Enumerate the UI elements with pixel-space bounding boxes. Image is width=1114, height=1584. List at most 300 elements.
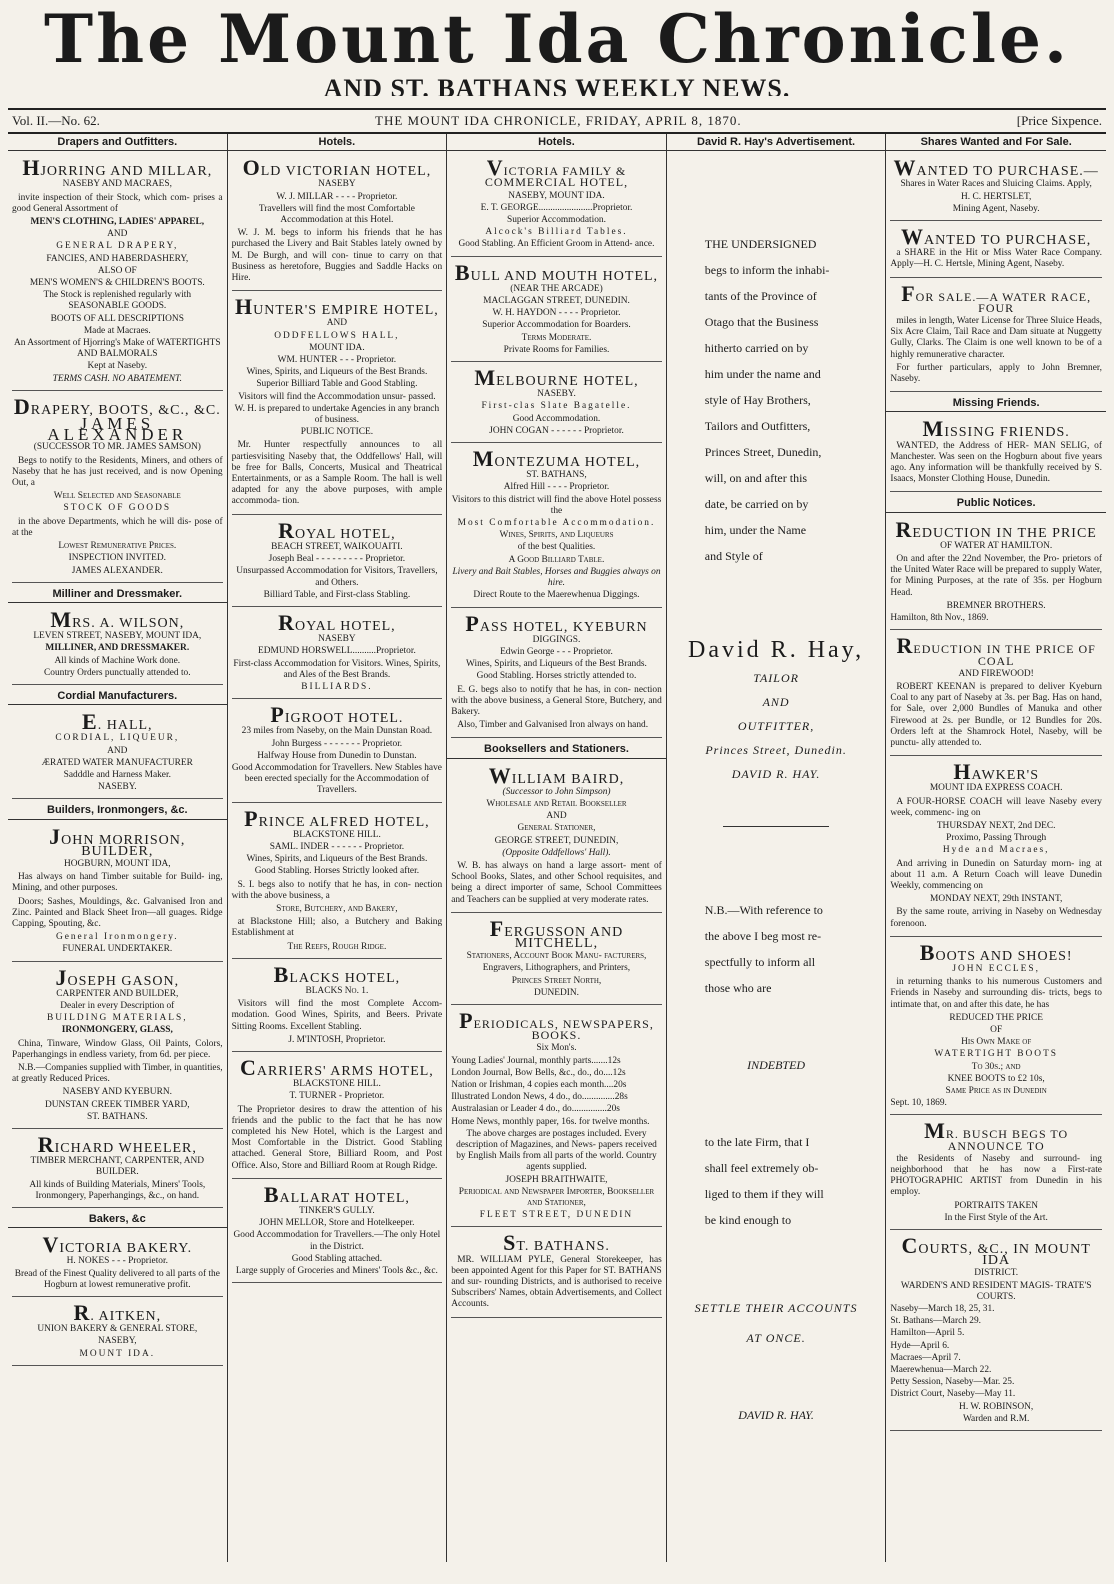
ad-line: AND — [107, 229, 128, 240]
hay-line: N.B.—With reference to — [704, 903, 823, 918]
ad-line: BLACKSTONE HILL. — [292, 829, 381, 840]
ad-line: Wines, Spirits, and Liqueurs of the Best Brands. — [466, 659, 647, 670]
ad-line: Has always on hand Timber suitable for Build- ing, Mining, and other purposes. — [12, 872, 223, 894]
ad-line: ST. BATHANS. — [87, 1111, 148, 1122]
ad-line: ODDFELLOWS HALL, — [274, 330, 400, 341]
ad-line: Visitors will find the Accommodation unsur- passed. — [238, 391, 436, 402]
newspaper-subtitle: AND ST. BATHANS WEEKLY NEWS. — [323, 74, 791, 96]
drop-cap: R — [37, 1132, 55, 1158]
hay-advertisement — [671, 155, 882, 1427]
drop-cap: F — [489, 915, 505, 941]
advertisement — [12, 1232, 223, 1297]
ad-line: N.B.—Companies supplied with Timber, in quantities, at greatly Reduced Prices. — [12, 1063, 223, 1085]
ad-line: NASEBY — [318, 634, 356, 645]
ad-line: H. W. ROBINSON, — [959, 1401, 1034, 1412]
ad-line: invite inspection of their Stock, which com- prises a good General Assortment of — [12, 192, 223, 214]
hay-indebted: INDEBTED — [747, 1058, 806, 1073]
ad-line: LEVEN STREET, NASEBY, MOUNT IDA, — [33, 631, 202, 642]
hay-line: be kind enough to — [704, 1213, 792, 1228]
ad-line: IRONMONGERY, GLASS, — [61, 1025, 173, 1036]
ad-heading: RICHARD WHEELER, — [37, 1132, 197, 1158]
hay-line: AND — [762, 695, 790, 710]
ad-line: AND — [107, 745, 128, 756]
hay-line: Princes Street, Dunedin. — [705, 743, 847, 758]
ad-line: An Assortment of Hjorring's Make of WATERTIGHTS AND BALMORALS — [13, 338, 221, 360]
ad-line: NASEBY AND MACRAES, — [62, 179, 172, 190]
section-header: Public Notices. — [886, 495, 1106, 512]
ad-line: Superior Accommodation for Boarders. — [482, 320, 631, 331]
section-header: Missing Friends. — [886, 395, 1106, 412]
hay-line: style of Hay Brothers, — [704, 393, 811, 408]
ad-line: The above charges are postages included. Every description of Magazines, and News- papers received by English Mails from all parts of the world. Country agents supplied. — [456, 1128, 657, 1173]
advertisement — [12, 1132, 223, 1208]
ad-heading: FERGUSSON AND MITCHELL, — [489, 915, 624, 951]
hay-line: will, on and after this — [704, 471, 808, 486]
hay-line: SETTLE THEIR ACCOUNTS — [694, 1301, 858, 1316]
ad-line: Alfred Hill - - - - Proprietor. — [503, 482, 610, 493]
ad-line: KNEE BOOTS to £2 10s, — [947, 1073, 1045, 1084]
ad-line: Australasian or Leader 4 do., do...............20s — [451, 1104, 620, 1115]
ad-line: Nation or Irishman, 4 copies each month....20s — [451, 1080, 627, 1090]
ad-line: NASEBY AND KYEBURN. — [62, 1087, 172, 1098]
advertisement — [451, 611, 662, 739]
ad-line: at Blackstone Hill; also, a Butchery and Baking Establishment at — [231, 917, 443, 939]
hay-line: those who are — [704, 981, 772, 996]
ad-line: DUNEDIN. — [533, 987, 579, 998]
ad-heading: JOSEPH GASON, — [55, 964, 180, 990]
ad-line: NASEBY. — [97, 782, 137, 793]
ad-line: Joseph Beal - - - - - - - - - Proprietor. — [268, 554, 406, 565]
ad-line: FUNERAL UNDERTAKER. — [62, 944, 173, 955]
dateline-bar — [8, 108, 1106, 134]
ad-heading: CARRIERS' ARMS HOTEL, — [239, 1055, 434, 1080]
ad-line: Bread of the Finest Quality delivered to all parts of the Hogburn at lowest remunerative profit. — [14, 1268, 220, 1290]
price: [Price Sixpence. — [1016, 113, 1102, 128]
ad-heading: OLD VICTORIAN HOTEL, — [242, 155, 432, 181]
ad-line: Young Ladies' Journal, monthly parts.......12s — [451, 1055, 621, 1066]
hay-line: spectfully to inform all — [704, 955, 816, 970]
ad-line: Store, Butchery, and Bakery, — [276, 903, 398, 914]
ad-line: MILLINER, AND DRESSMAKER. — [45, 643, 190, 654]
ad-line: Wholesale and Retail Bookseller — [486, 798, 627, 809]
ad-line: NASEBY, — [97, 1336, 137, 1347]
ad-line: BUILDING MATERIALS, — [46, 1013, 188, 1024]
drop-cap: M — [474, 365, 497, 391]
ad-heading: MISSING FRIENDS. — [922, 416, 1070, 442]
ad-line: OF — [990, 1024, 1003, 1035]
ad-line: Kept at Naseby. — [87, 361, 148, 372]
hay-notice-text — [671, 231, 882, 569]
ad-line: T. TURNER - Proprietor. — [289, 1091, 385, 1102]
ad-line: W. H. is prepared to undertake Agencies in any branch of business. — [234, 403, 440, 426]
hay-line: him, under the Name — [704, 523, 807, 538]
ad-heading: WANTED TO PURCHASE, — [901, 224, 1092, 250]
ad-line: Doors; Sashes, Mouldings, &c. Galvanised Iron and Zinc. Painted and Black Sheet Iron—all guages. Ridge Capping, Spouting, &c. — [12, 896, 223, 929]
ad-line: Private Rooms for Families. — [503, 344, 610, 355]
hay-trade-lines — [671, 666, 882, 786]
advertisement — [232, 1055, 443, 1179]
ad-line: Made at Macraes. — [83, 325, 151, 336]
ad-line: J. M'INTOSH, Proprietor. — [288, 1034, 386, 1045]
ad-line: TERMS CASH. NO ABATEMENT. — [52, 373, 182, 384]
ad-line: Six Mon's. — [536, 1043, 577, 1054]
hay-line: THE UNDERSIGNED — [704, 237, 817, 252]
hay-line: liged to them if they will — [704, 1187, 824, 1202]
ad-heading: ST. BATHANS. — [503, 1230, 610, 1256]
advertisement — [232, 610, 443, 699]
ad-line: Visitors will find the most Complete Accom- modation. Good Wines, Spirits, and Beers. Private Sitting Rooms. Excellent Stabling. — [231, 999, 443, 1032]
ad-line: Proximo, Passing Through — [946, 833, 1047, 844]
ad-line: CARPENTER AND BUILDER, — [56, 988, 179, 999]
hay-name: David R. Hay, — [688, 637, 865, 664]
advertisement — [12, 394, 223, 583]
ad-line: Well Selected and Seasonable — [53, 491, 181, 502]
ad-line: H. NOKES - - - Proprietor. — [66, 1256, 168, 1267]
ad-line: Hamilton—April 5. — [890, 1328, 965, 1339]
ad-line: MOUNT IDA. — [79, 1348, 156, 1359]
ad-line: Hyde—April 6. — [890, 1340, 950, 1351]
ad-line: The Reefs, Rough Ridge. — [287, 941, 387, 952]
ad-heading: COURTS, &C., IN MOUNT IDA — [901, 1233, 1091, 1269]
ad-line: MR. WILLIAM PYLE, General Storekeeper, has been appointed Agent for this Paper for ST. BATHANS and sur- rounding Districts, and is authorised to receive Subscribers' Names, obtain Advertisements, and Collect Accounts. — [451, 1254, 662, 1310]
ad-line: JOHN ECCLES, — [952, 963, 1040, 974]
ad-line: Halfway House from Dunedin to Dunstan. — [257, 750, 417, 761]
ad-line: Dealer in every Description of — [60, 1000, 175, 1011]
ad-line: (SUCCESSOR TO MR. JAMES SAMSON) — [33, 442, 201, 453]
advertisement — [890, 759, 1102, 937]
advertisement — [12, 1300, 223, 1366]
hay-signature: DAVID R. HAY. — [738, 1408, 814, 1423]
ad-heading: PERIODICALS, NEWSPAPERS, BOOKS. — [459, 1007, 654, 1043]
ad-line: All kinds of Building Materials, Miners' Tools, Ironmongery, Paperhangings, &c., on hand. — [29, 1179, 206, 1201]
hay-line: hitherto carried on by — [704, 341, 809, 356]
column-2 — [228, 134, 448, 1562]
ad-line: AND FIREWOOD! — [958, 668, 1034, 679]
ad-heading: WANTED TO PURCHASE.— — [893, 155, 1099, 181]
ad-line: the Residents of Naseby and surround- ing neighborhood that he has now a First-rate PHOTOGRAPHIC ARTIST from Dunedin in his employ. — [890, 1153, 1102, 1198]
ad-line: DIGGINGS. — [532, 634, 581, 645]
ad-line: And arriving in Dunedin on Saturday morn- ing at about 11 a.m. A Return Coach will leave Dunedin Weekly, commencing on — [890, 858, 1102, 891]
ad-line: (NEAR THE ARCADE) — [510, 283, 603, 294]
ad-line: John Burgess - - - - - - - Proprietor. — [271, 738, 403, 749]
ad-line: Same Price as in Dunedin — [945, 1086, 1047, 1096]
ad-line: in returning thanks to his numerous Customers and Friends in Naseby and surrounding dis- tricts, begs to intimate that, on and after this date, he has — [890, 977, 1102, 1010]
ad-line: Wines, Spirits, and Liqueurs of the Best Brands. — [246, 367, 428, 378]
hay-line: shall feel extremely ob- — [704, 1161, 819, 1176]
drop-cap: H — [22, 155, 41, 181]
drop-cap: B — [919, 939, 936, 965]
ad-line: GENERAL DRAPERY, — [56, 241, 179, 252]
ad-line: of the best Qualities. — [517, 542, 596, 553]
advertisement — [451, 260, 662, 362]
ad-line: Unsurpassed Accommodation for Visitors, Travellers, and Others. — [236, 566, 438, 588]
ad-line: Petty Session, Naseby—Mar. 25. — [890, 1377, 1015, 1388]
ad-line: Country Orders punctually attended to. — [44, 667, 191, 678]
drop-cap: R — [73, 1300, 91, 1326]
ad-line: JAMES ALEXANDER. — [71, 565, 163, 576]
hay-nb-text — [671, 897, 882, 1001]
ad-line: Large supply of Groceries and Miners' Tools &c., &c. — [235, 1266, 438, 1277]
drop-cap: C — [901, 1233, 919, 1259]
drop-cap: B — [263, 1181, 280, 1207]
ad-heading: MELBOURNE HOTEL, — [474, 365, 639, 391]
ad-line: China, Tinware, Window Glass, Oil Paints, Colors, Paperhangings in endless variety, from 6d. per piece. — [12, 1038, 223, 1060]
ad-line: A Good Billiard Table. — [508, 554, 605, 565]
issue-date: THE MOUNT IDA CHRONICLE, FRIDAY, APRIL 8, 1870. — [375, 113, 742, 128]
drop-cap: P — [270, 702, 285, 728]
ad-heading: PASS HOTEL, KYEBURN — [465, 610, 648, 636]
ad-line: FLEET STREET, DUNEDIN — [479, 1210, 634, 1221]
ad-heading: VICTORIA FAMILY & COMMERCIAL HOTEL, — [484, 155, 629, 190]
ad-heading: HJORRING AND MILLAR, — [22, 155, 213, 181]
columns — [8, 134, 1106, 1562]
ad-line: Hamilton, 8th Nov., 1869. — [890, 613, 989, 624]
ad-line: General Stationer, — [517, 823, 596, 834]
advertisement — [451, 1230, 662, 1317]
ad-line: JOHN COGAN - - - - - - Proprietor. — [489, 425, 624, 436]
ad-line: ROBERT KEENAN is prepared to deliver Kyeburn Coal to any part of Naseby at 3s. per Bag. Has on hand, for Sale, over 2,000 Bundles of Manuka and other Firewood at 2s. per Bundle, or 12 Bundles for 20s. Orders left at the Shamrock Hotel, Naseby, will be punctu- ally attended to. — [890, 681, 1102, 748]
column-1 — [8, 134, 228, 1562]
advertisement — [232, 155, 443, 291]
ad-line: Good Accommodation. — [512, 413, 601, 424]
ad-heading: HAWKER'S — [953, 759, 1039, 785]
ad-line: To 30s.; and — [971, 1061, 1021, 1072]
ad-line: Macraes—April 7. — [890, 1352, 961, 1363]
ad-line: Good Stabling. An Efficient Groom in Attend- ance. — [458, 239, 655, 250]
drop-cap: B — [454, 259, 471, 285]
advertisement — [451, 365, 662, 443]
ad-heading: R. AITKEN, — [73, 1300, 162, 1326]
ad-line: Shares in Water Races and Sluicing Claims. Apply, — [900, 179, 1092, 190]
ad-line: E. T. GEORGE.......................Proprietor. — [480, 202, 633, 213]
ad-line: H. C. HERTSLET, — [960, 191, 1032, 202]
advertisement — [890, 940, 1102, 1116]
ad-line: Travellers will find the most Comfortable Accommodation at this Hotel. — [258, 203, 415, 226]
ad-line: ALSO OF — [97, 265, 137, 276]
ad-line: BOOTS OF ALL DESCRIPTIONS — [50, 313, 184, 324]
ad-heading: VICTORIA BAKERY. — [42, 1232, 193, 1258]
section-header: Shares Wanted and For Sale. — [886, 134, 1106, 151]
ad-line: MOUNT IDA EXPRESS COACH. — [929, 783, 1063, 794]
drop-cap: M — [924, 1118, 946, 1144]
ad-line: All kinds of Machine Work done. — [54, 655, 181, 666]
ad-line: WATERTIGHT BOOTS — [934, 1049, 1059, 1060]
ad-line: W. J. MILLAR - - - - Proprietor. — [276, 191, 398, 202]
drop-cap: H — [234, 294, 254, 320]
advertisement — [12, 155, 223, 391]
ad-heading: PRINCE ALFRED HOTEL, — [244, 805, 430, 831]
ad-line: In the First Style of the Art. — [944, 1212, 1048, 1223]
ad-line: Visitors to this district will find the above Hotel possess the — [451, 494, 662, 516]
ad-line: MACLAGGAN STREET, DUNEDIN. — [483, 296, 630, 307]
ad-line: Naseby—March 18, 25, 31. — [890, 1304, 995, 1315]
drop-cap: W — [893, 155, 917, 181]
ad-line: SAML. INDER - - - - - - Proprietor. — [269, 841, 405, 852]
advertisement — [890, 155, 1102, 221]
ad-heading: BULL AND MOUTH HOTEL, — [454, 259, 659, 285]
ad-line: Mining Agent, Naseby. — [952, 203, 1040, 214]
ad-line: THURSDAY NEXT, 2nd DEC. — [936, 820, 1056, 831]
ad-heading: DRAPERY, BOOTS, &C., &C. — [13, 393, 221, 419]
section-header: David R. Hay's Advertisement. — [667, 134, 886, 151]
section-header: Hotels. — [228, 134, 447, 151]
advertisement — [12, 965, 223, 1129]
advertisement — [890, 224, 1102, 278]
ad-heading: REDUCTION IN THE PRICE OF COAL — [896, 633, 1096, 668]
ad-line: Superior Accommodation. — [507, 215, 606, 226]
ad-line: Mr. Hunter respectfully announces to all partiesvisiting Naseby that, the Oddfellows' Hall, will be free for Balls, Concerts, Musical and Theatrical Entertainments, or as a Sample Room. The hall is well adapted for any the above purposes, with ample accommoda- tion. — [231, 440, 443, 507]
section-header: Bakers, &c — [8, 1211, 227, 1228]
ad-line: CORDIAL, LIQUEUR, — [55, 733, 180, 744]
ad-line: Illustrated London News, 4 do., do..............28s — [451, 1092, 628, 1103]
ad-line: Lowest Remunerative Prices. — [58, 541, 177, 552]
ad-line: BLACKSTONE HILL. — [292, 1079, 381, 1090]
hay-line: him under the name and — [704, 367, 821, 382]
ad-heading: MONTEZUMA HOTEL, — [472, 446, 641, 472]
ad-line: HOGBURN, MOUNT IDA, — [63, 858, 171, 869]
drop-cap: P — [459, 1007, 474, 1033]
ad-line: REDUCED THE PRICE — [949, 1012, 1043, 1023]
ad-line: Also, Timber and Galvanised Iron always on hand. — [457, 720, 649, 731]
drop-cap: R — [278, 609, 295, 635]
section-header: Booksellers and Stationers. — [447, 741, 666, 758]
ad-line: Wines, Spirits, and Liqueurs — [499, 530, 614, 541]
hay-line: date, be carried on by — [704, 497, 809, 512]
ad-line: Edwin George - - - Proprietor. — [500, 646, 613, 657]
advertisement — [890, 1233, 1102, 1431]
ad-line: STOCK OF GOODS — [63, 503, 172, 514]
hay-line: Tailors and Outfitters, — [704, 419, 811, 434]
ad-line: NASEBY. — [537, 389, 576, 400]
drop-cap: F — [901, 280, 916, 306]
ad-line: For further particulars, apply to John Bremner, Naseby. — [890, 362, 1102, 385]
hay-line: TAILOR — [753, 671, 799, 686]
ad-line: Good Stabling. Horses strictly attended to. — [476, 671, 637, 682]
column-4-hay-advertisement — [667, 134, 887, 1562]
advertisement — [451, 1008, 662, 1227]
ad-heading: PIGROOT HOTEL. — [270, 702, 404, 728]
drop-cap: J — [49, 823, 62, 849]
ad-line: FANCIES, AND HABERDASHERY, — [46, 253, 189, 264]
divider — [723, 826, 828, 827]
ad-line: MEN'S CLOTHING, LADIES' APPAREL, — [30, 217, 205, 228]
ad-line: ST. BATHANS, — [526, 470, 587, 481]
ad-line: a SHARE in the Hit or Miss Water Race Company. Apply—H. C. Hertsle, Mining Agent, Naseby. — [890, 248, 1102, 270]
ad-line: Home News, monthly paper, 16s. for twelve months. — [451, 1116, 650, 1127]
drop-cap: J — [55, 964, 68, 990]
hay-line: AT ONCE. — [746, 1331, 806, 1346]
ad-line: AND — [326, 318, 348, 329]
ad-line: W. H. HAYDON - - - - Proprietor. — [492, 308, 621, 319]
ad-line: PUBLIC NOTICE. — [300, 427, 374, 438]
ad-line: Good Stabling attached. — [291, 1253, 383, 1264]
section-header: Milliner and Dressmaker. — [8, 586, 227, 603]
ad-line: Wines, Spirits, and Liqueurs of the Best Brands. — [246, 854, 428, 865]
drop-cap: B — [273, 961, 290, 987]
advertisement — [232, 518, 443, 607]
ad-line: AND — [546, 811, 567, 822]
ad-line: First-clas Slate Bagatelle. — [481, 401, 632, 412]
hay-line: and Style of — [704, 549, 763, 564]
ad-line: ÆRATED WATER MANUFACTURER — [41, 757, 193, 768]
hay-line: OUTFITTER, — [737, 719, 815, 734]
drop-cap: D — [13, 393, 31, 419]
ad-heading: MRS. A. WILSON, — [50, 606, 185, 632]
ad-line: By the same route, arriving in Naseby on Wednesday forenoon. — [890, 907, 1102, 929]
ad-line: miles in length, Water License for Three Sluice Heads, Six Acre Claim, Tail Race and Dam situate at Nuggetty Gully, Clarks. The Claim is one well known to be of a highly remunerative character. — [890, 316, 1102, 360]
ad-line: 23 miles from Naseby, on the Main Dunstan Road. — [241, 726, 433, 737]
ad-heading: ROYAL HOTEL, — [278, 517, 396, 543]
masthead — [8, 0, 1106, 96]
ad-heading: JOHN MORRISON, BUILDER, — [49, 823, 186, 859]
ad-line: UNION BAKERY & GENERAL STORE, — [37, 1324, 198, 1335]
ad-line: Terms Moderate. — [521, 332, 592, 343]
ad-line: The Proprietor desires to draw the attention of his friends and the public to the fact that he has now completed his New Hotel, which is the Largest and Most Comfortable in the District. Good Stabling attached. General Store, Billiard Room, and Post Office. Also, Store and Billiard Room at Rough Ridge. — [231, 1104, 443, 1171]
advertisement — [232, 1182, 443, 1283]
ad-line: Maerewhenua—March 22. — [890, 1365, 992, 1376]
ad-line: MEN'S WOMEN'S & CHILDREN'S BOOTS. — [29, 278, 205, 289]
ad-line: WARDEN'S AND RESIDENT MAGIS- TRATE'S COURTS. — [900, 1280, 1092, 1302]
ad-line: MOUNT IDA. — [309, 342, 365, 353]
hay-line: the above I beg most re- — [704, 929, 822, 944]
advertisement — [451, 155, 662, 256]
ad-line: Hyde and Macraes, — [942, 845, 1050, 856]
column-3 — [447, 134, 667, 1562]
drop-cap: E — [82, 709, 98, 735]
ad-line: Periodical and Newspaper Importer, Bookseller and Stationer, — [458, 1186, 655, 1209]
ad-line: W. J. M. begs to inform his friends that he has purchased the Livery and Bait Stables lately owned by M. De Burgh, and will con- tinue to carry on that Business as heretofore, Buggies and Saddle Hacks on Hire. — [231, 228, 443, 284]
drop-cap: V — [486, 155, 504, 181]
ad-line: The Stock is replenished regularly with SEASONABLE GOODS. — [43, 290, 192, 312]
ad-heading: BALLARAT HOTEL, — [263, 1181, 410, 1207]
ad-line: NASEBY — [318, 179, 356, 190]
ad-heading: BLACKS HOTEL, — [273, 961, 401, 987]
advertisement — [890, 281, 1102, 393]
drop-cap: M — [922, 416, 945, 442]
drop-cap: R — [278, 517, 295, 543]
advertisement — [12, 824, 223, 962]
ad-line: Engravers, Lithographers, and Printers, — [482, 963, 631, 974]
ad-line: Superior Billiard Table and Good Stabling. — [256, 379, 418, 390]
ad-line: Most Comfortable Accommodation. — [457, 518, 656, 529]
ad-line: General Ironmongery. — [55, 932, 179, 943]
ad-line: (Successor to John Simpson) — [502, 786, 611, 797]
drop-cap: C — [239, 1055, 257, 1080]
drop-cap: W — [488, 762, 512, 788]
ad-line: W. B. has always on hand a large assort- ment of School Books, Slates, and other School requisites, and being a direct importer of same, School Committees and Teachers can be supplied at very moderate rates. — [451, 860, 662, 905]
ad-line: JOSEPH BRAITHWAITE, — [505, 1174, 608, 1185]
ad-line: GEORGE STREET, DUNEDIN, — [494, 835, 619, 846]
drop-cap: M — [472, 446, 495, 472]
ad-line: INSPECTION INVITED. — [68, 553, 166, 564]
ad-subheading: JAMES ALEXANDER — [47, 414, 188, 445]
ad-line: BLACKS No. 1. — [305, 985, 369, 996]
ad-line: St. Bathans—March 29. — [890, 1316, 981, 1327]
ad-line: NASEBY, MOUNT IDA. — [508, 190, 605, 201]
drop-cap: O — [242, 155, 261, 181]
hay-late-firm-text — [671, 1129, 882, 1233]
drop-cap: R — [895, 516, 913, 542]
ad-line: MONDAY NEXT, 29th INSTANT, — [930, 894, 1063, 905]
drop-cap: R — [896, 633, 914, 659]
ad-line: Billiard Table, and First-class Stabling. — [263, 589, 411, 600]
column-5 — [886, 134, 1106, 1562]
ad-line: Good Accommodation for Travellers. New Stables have been erected specially for the Accommodation of Travellers. — [231, 762, 442, 796]
ad-line: Warden and R.M. — [962, 1413, 1030, 1424]
volume-number: Vol. II.—No. 62. — [12, 113, 100, 128]
advertisement — [232, 702, 443, 802]
drop-cap: S — [503, 1230, 517, 1256]
